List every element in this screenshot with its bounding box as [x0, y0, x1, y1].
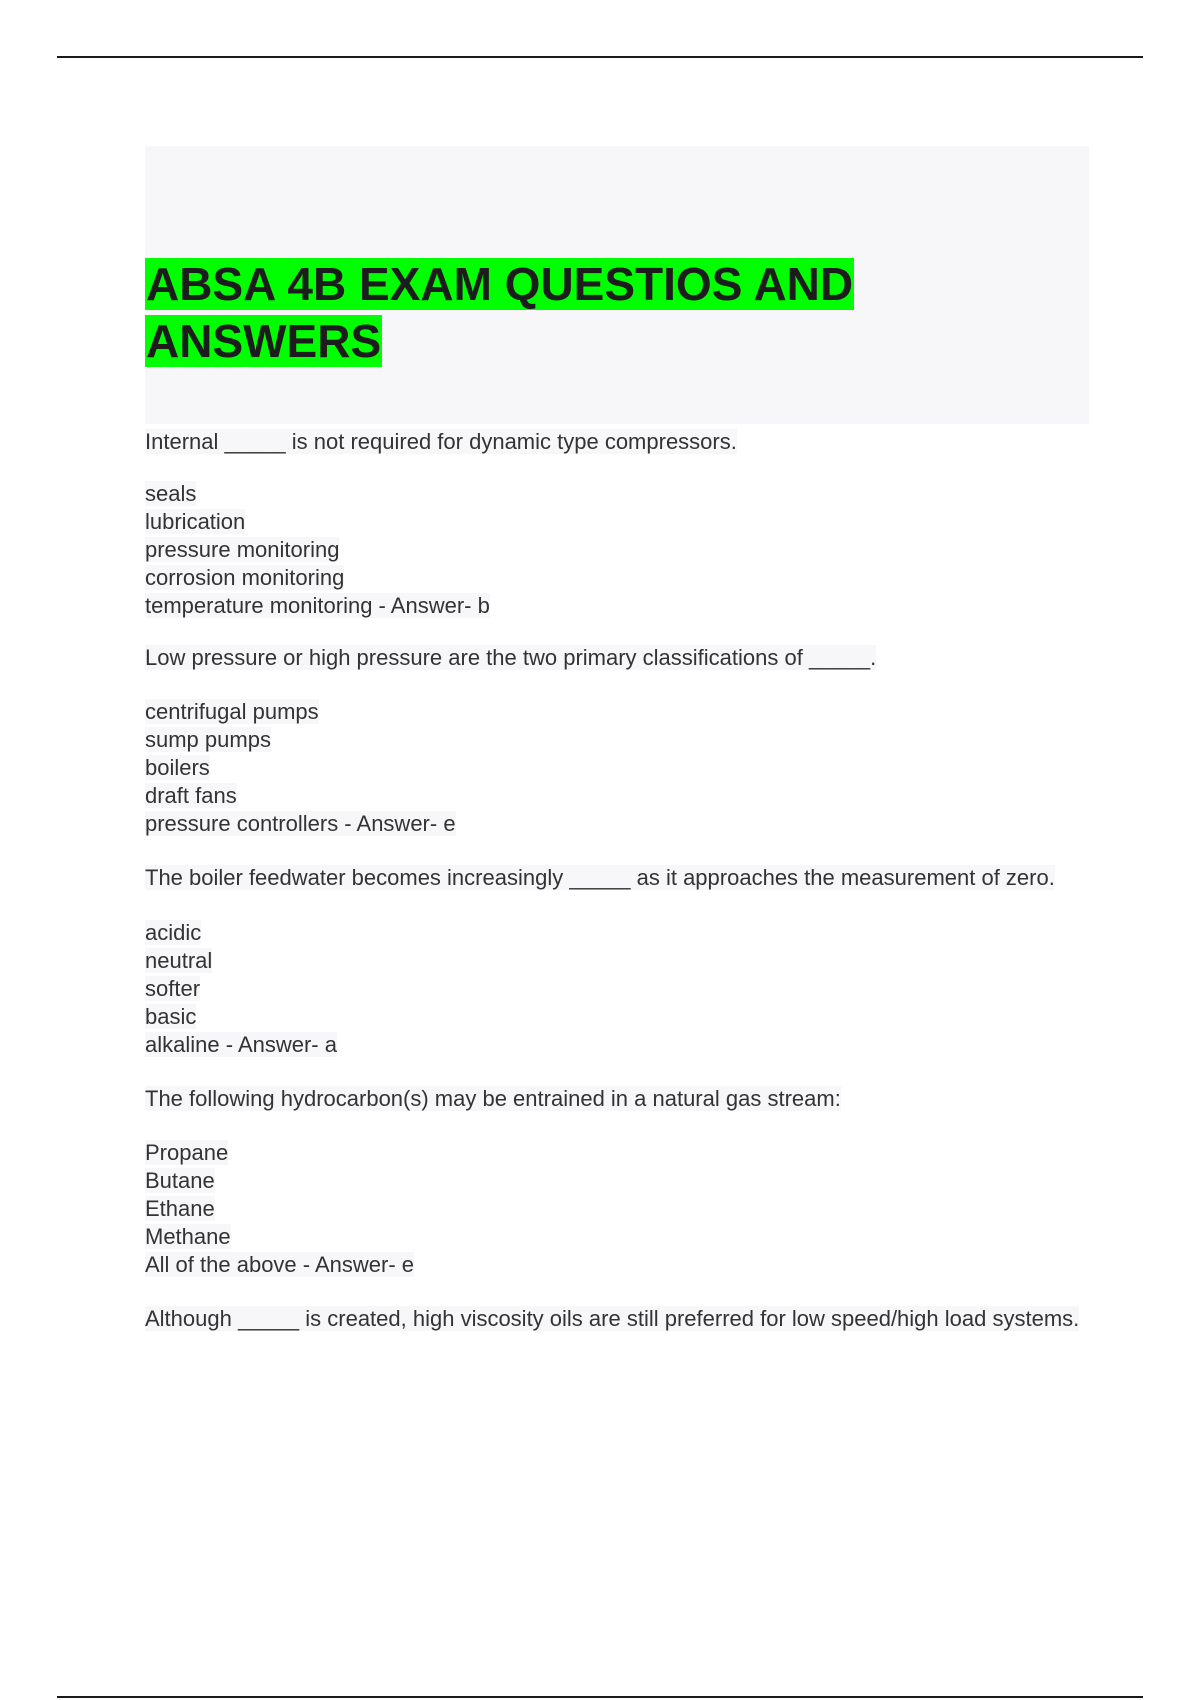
- option-item: lubrication: [145, 509, 246, 534]
- title-block: [145, 146, 1089, 424]
- option-item: Methane: [145, 1224, 231, 1249]
- header-rule: [57, 56, 1143, 58]
- answer-options: [145, 480, 1089, 620]
- question-text: Internal _____ is not required for dynamic type compressors.: [145, 429, 737, 454]
- option-item: boilers: [145, 755, 210, 780]
- option-item: Propane: [145, 1140, 229, 1165]
- question-text: Low pressure or high pressure are the two primary classifications of _____.: [145, 645, 877, 670]
- option-item: neutral: [145, 948, 213, 973]
- question-text: Although _____ is created, high viscosity oils are still preferred for low speed/high load systems.: [145, 1306, 1080, 1331]
- option-item: pressure monitoring: [145, 537, 340, 562]
- option-item-answer: All of the above - Answer- e: [145, 1252, 415, 1277]
- option-item: centrifugal pumps: [145, 699, 319, 724]
- option-item: softer: [145, 976, 201, 1001]
- option-item-answer: alkaline - Answer- a: [145, 1032, 337, 1057]
- document-body: [145, 146, 1089, 1332]
- option-item: draft fans: [145, 783, 237, 808]
- page-title: [145, 256, 945, 370]
- question-block-5: [145, 1306, 1089, 1332]
- option-item: Butane: [145, 1168, 215, 1193]
- option-item: basic: [145, 1004, 197, 1029]
- question-text: The following hydrocarbon(s) may be entrained in a natural gas stream:: [145, 1086, 841, 1111]
- answer-options: [145, 1139, 1089, 1279]
- option-item: acidic: [145, 920, 202, 945]
- question-block-2: [145, 645, 1089, 838]
- option-item: corrosion monitoring: [145, 565, 345, 590]
- question-block-1: [145, 424, 1089, 620]
- answer-options: [145, 698, 1089, 838]
- option-item-answer: temperature monitoring - Answer- b: [145, 593, 490, 618]
- option-item: seals: [145, 481, 197, 506]
- answer-options: [145, 919, 1089, 1059]
- option-item: sump pumps: [145, 727, 271, 752]
- question-block-3: [145, 865, 1089, 1059]
- question-text: The boiler feedwater becomes increasingly _____ as it approaches the measurement of zero.: [145, 865, 1055, 890]
- option-item: Ethane: [145, 1196, 215, 1221]
- question-block-4: [145, 1086, 1089, 1279]
- option-item-answer: pressure controllers - Answer- e: [145, 811, 456, 836]
- title-text: ABSA 4B EXAM QUESTIOS AND ANSWERS: [146, 258, 854, 367]
- footer-rule: [57, 1696, 1143, 1698]
